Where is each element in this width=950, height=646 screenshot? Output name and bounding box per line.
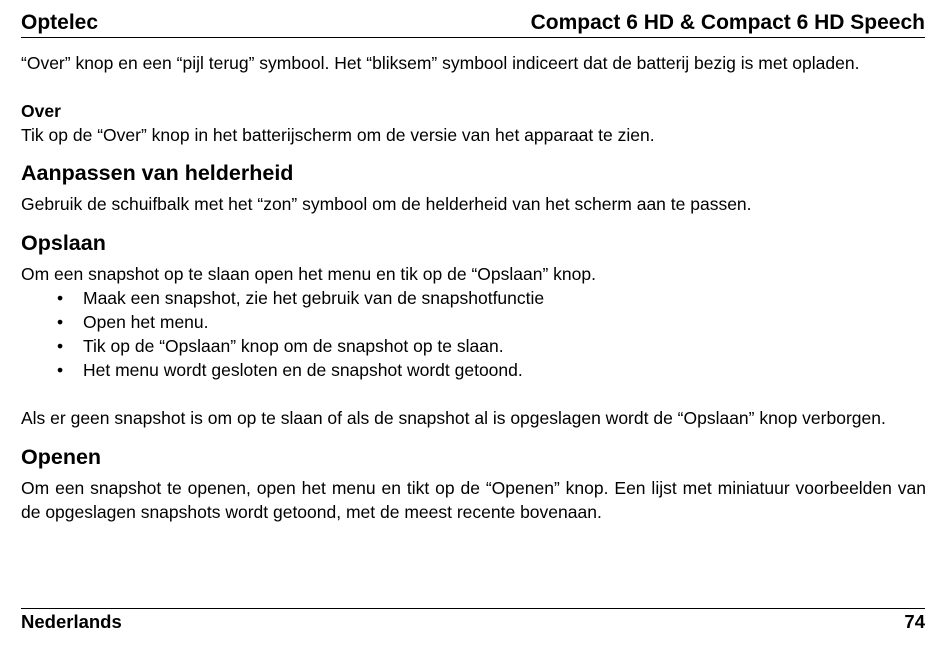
list-item <box>21 310 926 334</box>
bullet-glyph: • <box>57 360 64 380</box>
page-content <box>21 51 926 524</box>
list-item-text: Het menu wordt gesloten en de snapshot wordt getoond. <box>83 360 523 380</box>
list-item-text: Tik op de “Opslaan” knop om de snapshot op te slaan. <box>83 336 504 356</box>
list-item <box>21 334 926 358</box>
footer-language: Nederlands <box>21 611 122 632</box>
over-paragraph: Tik op de “Over” knop in het batterijscherm om de versie van het apparaat te zien. <box>21 125 655 145</box>
save-note-paragraph: Als er geen snapshot is om op te slaan of als de snapshot al is opgeslagen wordt de “Opslaan” knop verborgen. <box>21 408 886 428</box>
save-steps-list <box>21 286 926 382</box>
list-item-text: Open het menu. <box>83 312 209 332</box>
header-product-title: Compact 6 HD & Compact 6 HD Speech <box>530 11 925 34</box>
open-paragraph: Om een snapshot te openen, open het menu en tikt op de “Openen” knop. Een lijst met miniatuur voorbeelden van de opgeslagen snapshots wordt getoond, met de meest recente bovenaan. <box>21 478 926 522</box>
header-brand: Optelec <box>21 11 99 34</box>
intro-paragraph: “Over” knop en een “pijl terug” symbool. Het “bliksem” symbool indiceert dat de batterij bezig is met opladen. <box>21 53 860 73</box>
over-subheading: Over <box>21 101 61 121</box>
open-heading: Openen <box>21 445 102 469</box>
bullet-glyph: • <box>57 336 64 356</box>
save-heading: Opslaan <box>21 231 106 255</box>
brightness-heading: Aanpassen van helderheid <box>21 161 294 185</box>
bullet-glyph: • <box>57 288 64 308</box>
page-header <box>21 9 925 38</box>
bullet-glyph: • <box>57 312 64 332</box>
save-paragraph: Om een snapshot op te slaan open het menu en tik op de “Opslaan” knop. <box>21 264 596 284</box>
list-item <box>21 286 926 310</box>
brightness-paragraph: Gebruik de schuifbalk met het “zon” symbool om de helderheid van het scherm aan te passen. <box>21 194 752 214</box>
page-number: 74 <box>904 611 925 632</box>
page-footer <box>21 608 925 635</box>
list-item-text: Maak een snapshot, zie het gebruik van de snapshotfunctie <box>83 288 545 308</box>
list-item <box>21 358 926 382</box>
